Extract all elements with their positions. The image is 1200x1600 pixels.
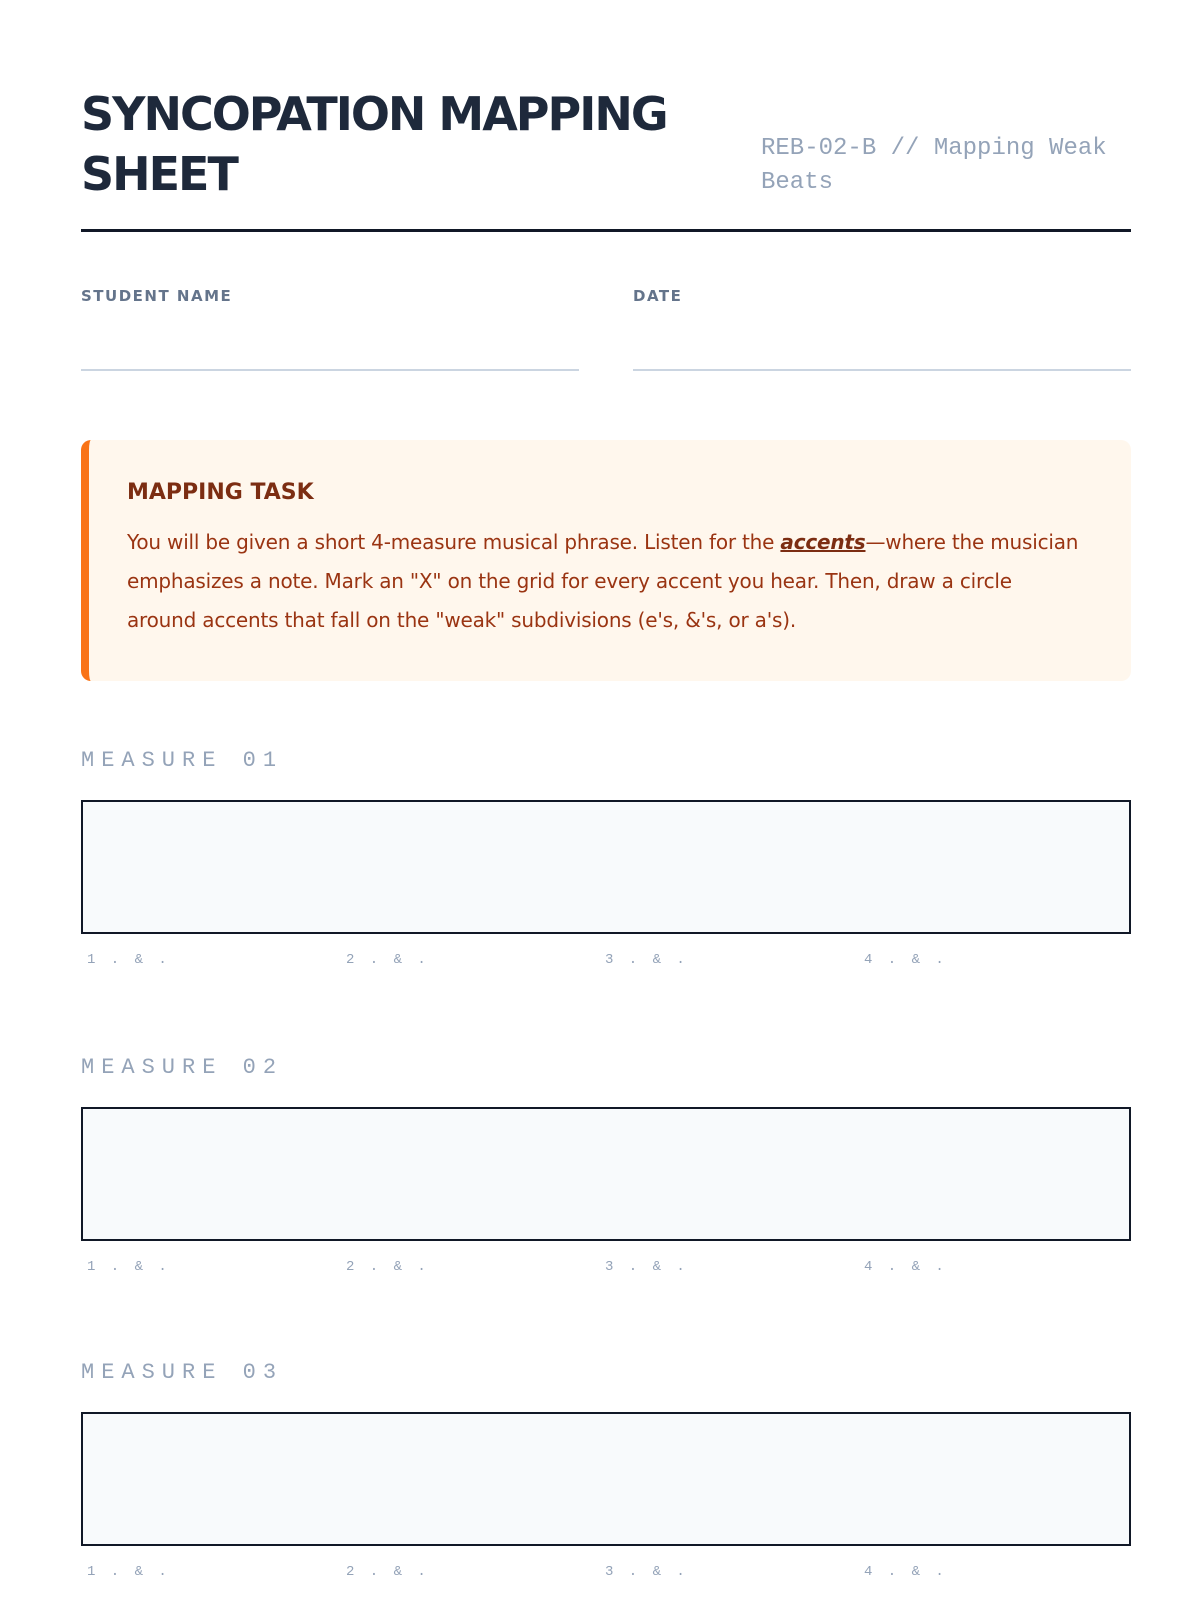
document-code: REB-02-B // Mapping Weak Beats: [761, 135, 1107, 196]
date-field[interactable]: [633, 287, 1131, 371]
student-name-label: STUDENT NAME: [81, 287, 233, 305]
task-instructions: [127, 523, 1087, 640]
measure-label: MEASURE 02: [81, 1055, 284, 1080]
beat-label: 4 . & .: [864, 1259, 948, 1275]
beat-label: 4 . & .: [864, 1564, 948, 1580]
mapping-task-callout: [81, 440, 1131, 681]
beat-label: 2 . & .: [346, 952, 430, 968]
accents-emphasis: accents: [780, 530, 866, 554]
beat-count-row: [81, 952, 1131, 970]
date-line[interactable]: [633, 369, 1131, 371]
task-text-after: —where the musician emphasizes a note. Mark an "X" on the grid for every accent you hear. Then, draw a circle around accents that fall on the "weak" subdivisions (e's, &'s, or a's).: [127, 530, 1079, 632]
measure-label: MEASURE 01: [81, 748, 284, 773]
beat-label: 1 . & .: [87, 1259, 171, 1275]
worksheet-page: [81, 0, 1131, 1600]
measure-grid[interactable]: [81, 1107, 1131, 1241]
measure-grid[interactable]: [81, 1412, 1131, 1546]
beat-count-row: [81, 1564, 1131, 1582]
task-title: MAPPING TASK: [127, 480, 314, 505]
beat-label: 3 . & .: [605, 1564, 689, 1580]
student-name-line[interactable]: [81, 369, 579, 371]
measure-01: [81, 748, 1131, 968]
page-title: SYNCOPATION MAPPING SHEET: [81, 87, 667, 201]
date-label: DATE: [633, 287, 683, 305]
beat-count-row: [81, 1259, 1131, 1277]
student-name-field[interactable]: [81, 287, 579, 371]
beat-label: 3 . & .: [605, 1259, 689, 1275]
measure-02: [81, 1055, 1131, 1275]
header: [81, 84, 1131, 232]
header-divider: [81, 229, 1131, 232]
measure-label: MEASURE 03: [81, 1360, 284, 1385]
beat-label: 2 . & .: [346, 1564, 430, 1580]
beat-label: 4 . & .: [864, 952, 948, 968]
task-text-before: You will be given a short 4-measure musical phrase. Listen for the: [127, 530, 781, 554]
measure-grid[interactable]: [81, 800, 1131, 934]
beat-label: 1 . & .: [87, 952, 171, 968]
beat-label: 3 . & .: [605, 952, 689, 968]
beat-label: 1 . & .: [87, 1564, 171, 1580]
beat-label: 2 . & .: [346, 1259, 430, 1275]
measure-03: [81, 1360, 1131, 1580]
